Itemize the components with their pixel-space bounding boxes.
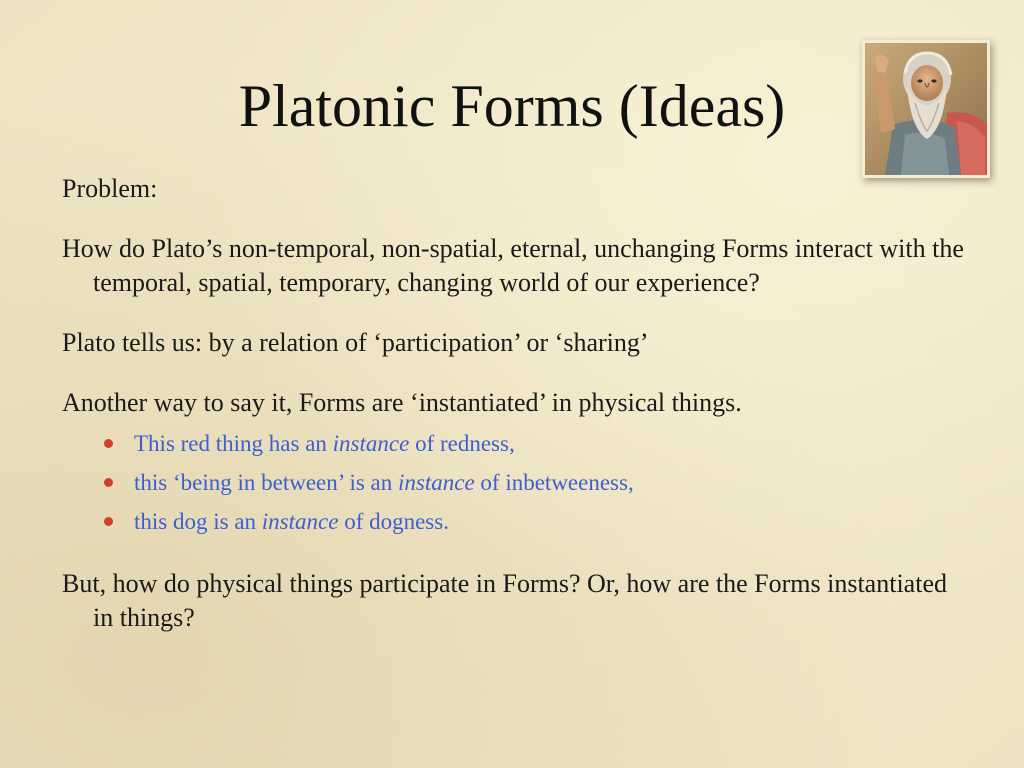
instance-bullet-list [62,424,967,541]
bullet-item-dogness: this dog is an instance of dogness. [62,502,967,541]
paragraph-question: How do Plato’s non-temporal, non-spatial, eternal, unchanging Forms interact with the temporal, spatial, temporary, changing world of our experience? [62,234,964,297]
plato-portrait-icon [862,40,990,178]
bullet-item-inbetweeness: this ‘being in between’ is an instance of inbetweeness, [62,463,967,502]
slide-body [62,172,967,661]
paragraph-instantiated: Another way to say it, Forms are ‘instantiated’ in physical things. [62,388,742,417]
bullet-dot-icon [104,439,113,448]
problem-label: Problem: [62,174,158,203]
bullet-dot-icon [104,478,113,487]
slide-title: Platonic Forms (Ideas) [238,73,786,139]
paragraph-final-question: But, how do physical things participate in Forms? Or, how are the Forms instantiated in things? [62,569,947,632]
paragraph-participation: Plato tells us: by a relation of ‘participation’ or ‘sharing’ [62,328,649,357]
bullet-item-redness: This red thing has an instance of redness, [62,424,967,463]
bullet-dot-icon [104,517,113,526]
